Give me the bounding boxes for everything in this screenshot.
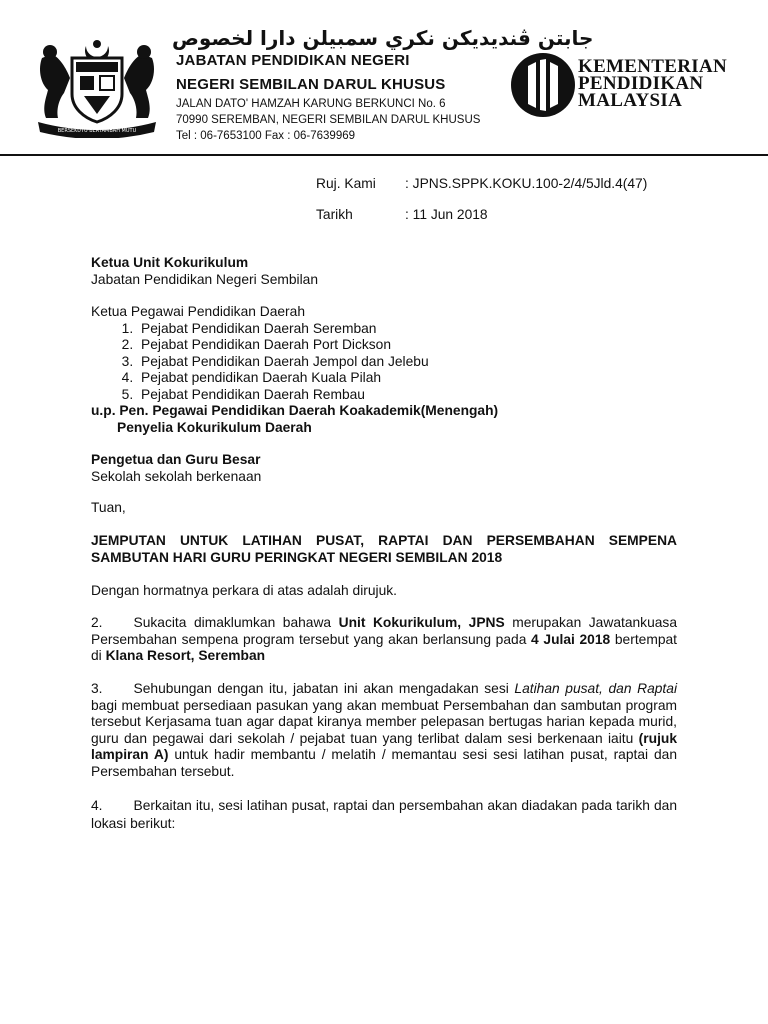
paragraph-number: 4. xyxy=(91,798,103,813)
letterhead-divider xyxy=(0,154,768,156)
state-crest-logo xyxy=(36,38,158,138)
list-item: 4. Pejabat pendidikan Daerah Kuala Pilah xyxy=(137,370,691,387)
list-item: 1. Pejabat Pendidikan Daerah Seremban xyxy=(137,321,691,338)
paragraph-number: 2. xyxy=(91,615,103,630)
date-label: Tarikh xyxy=(316,207,353,222)
recipients-block xyxy=(91,255,691,485)
recipient2-title: Ketua Pegawai Pendidikan Daerah xyxy=(91,304,305,319)
unit-name: Unit Kokurikulum, JPNS xyxy=(338,615,505,630)
list-item: 5. Pejabat Pendidikan Daerah Rembau xyxy=(137,387,691,404)
ministry-name-line3: MALAYSIA xyxy=(578,90,683,111)
list-item: 2. Pejabat Pendidikan Daerah Port Dickson xyxy=(137,337,691,354)
ref-number: : JPNS.SPPK.KOKU.100-2/4/5Jld.4(47) xyxy=(405,176,648,191)
jawi-dept-title: جابتن ڤنديديكن نكري سمبيلن دارا لخصوص xyxy=(172,26,594,50)
paragraph-number: 3. xyxy=(91,681,103,696)
attention-line: u.p. Pen. Pegawai Pendidikan Daerah Koakademik(Menengah) xyxy=(91,403,499,418)
ministry-logo xyxy=(510,52,576,118)
list-item: 3. Pejabat Pendidikan Daerah Jempol dan Jelebu xyxy=(137,354,691,371)
dept-name-line1: JABATAN PENDIDIKAN NEGERI xyxy=(176,52,410,69)
recipient1-org: Jabatan Pendidikan Negeri Sembilan xyxy=(91,271,319,287)
date-value: : 11 Jun 2018 xyxy=(405,207,488,222)
crest-motto: BERSEKUTU BERTAMBAH MUTU xyxy=(57,128,137,134)
event-date: 4 Julai 2018 xyxy=(531,631,611,647)
address-line1: JALAN DATO' HAMZAH KARUNG BERKUNCI No. 6 xyxy=(176,98,446,110)
appendix-reference: (rujuk lampiran A) xyxy=(91,730,677,762)
contact-line: Tel : 06-7653100 Fax : 06-7639969 xyxy=(176,130,356,142)
address-line2: 70990 SEREMBAN, NEGERI SEMBILAN DARUL KHUSUS xyxy=(176,114,481,126)
subject-heading: JEMPUTAN UNTUK LATIHAN PUSAT, RAPTAI DAN PERSEMBAHAN SEMPENA SAMBUTAN HARI GURU PERINGKAT NEGERI SEMBILAN 2018 xyxy=(91,533,677,565)
session-name: Latihan pusat, dan Raptai xyxy=(514,681,678,696)
ref-label: Ruj. Kami xyxy=(316,176,376,191)
recipient3-org: Sekolah sekolah berkenaan xyxy=(91,468,262,484)
paragraph-2: 2. Sukacita dimaklumkan bahawa Unit Kokurikulum, JPNS merupakan Jawatankuasa Persembahan sempena program tersebut yang akan berlansung pada 4 Julai 2018 bertempat di Klana Resort, Seremban xyxy=(91,615,677,663)
ministry-name-line2: PENDIDIKAN xyxy=(578,73,704,94)
salutation: Tuan, xyxy=(91,500,126,515)
event-venue: Klana Resort, Seremban xyxy=(105,648,266,663)
paragraph-1: Dengan hormatnya perkara di atas adalah dirujuk. xyxy=(91,583,398,598)
dept-name-line2: NEGERI SEMBILAN DARUL KHUSUS xyxy=(176,76,446,93)
recipient1-title: Ketua Unit Kokurikulum xyxy=(91,255,249,270)
recipient3-title: Pengetua dan Guru Besar xyxy=(91,452,261,467)
ministry-name-line1: KEMENTERIAN xyxy=(578,56,727,77)
paragraph-3: 3. Sehubungan dengan itu, jabatan ini akan mengadakan sesi Latihan pusat, dan Raptai bagi membuat persediaan pasukan yang akan membuat Persembahan dan sambutan program tersebut Kerjasama tuan agar dapat kiranya member pelepasan bertugas harian kepada murid, guru dan pegawai dari sekolah / pejabat tuan yang terlibat dalam sesi berkenaan iaitu (rujuk lampiran A) untuk hadir membantu / melatih / memantau sesi sesi latihan pusat, raptai dan Persembahan tersebut. xyxy=(91,681,678,779)
district-office-list xyxy=(91,321,691,404)
attention-line2: Penyelia Kokurikulum Daerah xyxy=(117,419,312,435)
paragraph-4: 4. Berkaitan itu, sesi latihan pusat, raptai dan persembahan akan diadakan pada tarikh dan lokasi berikut: xyxy=(91,798,677,831)
